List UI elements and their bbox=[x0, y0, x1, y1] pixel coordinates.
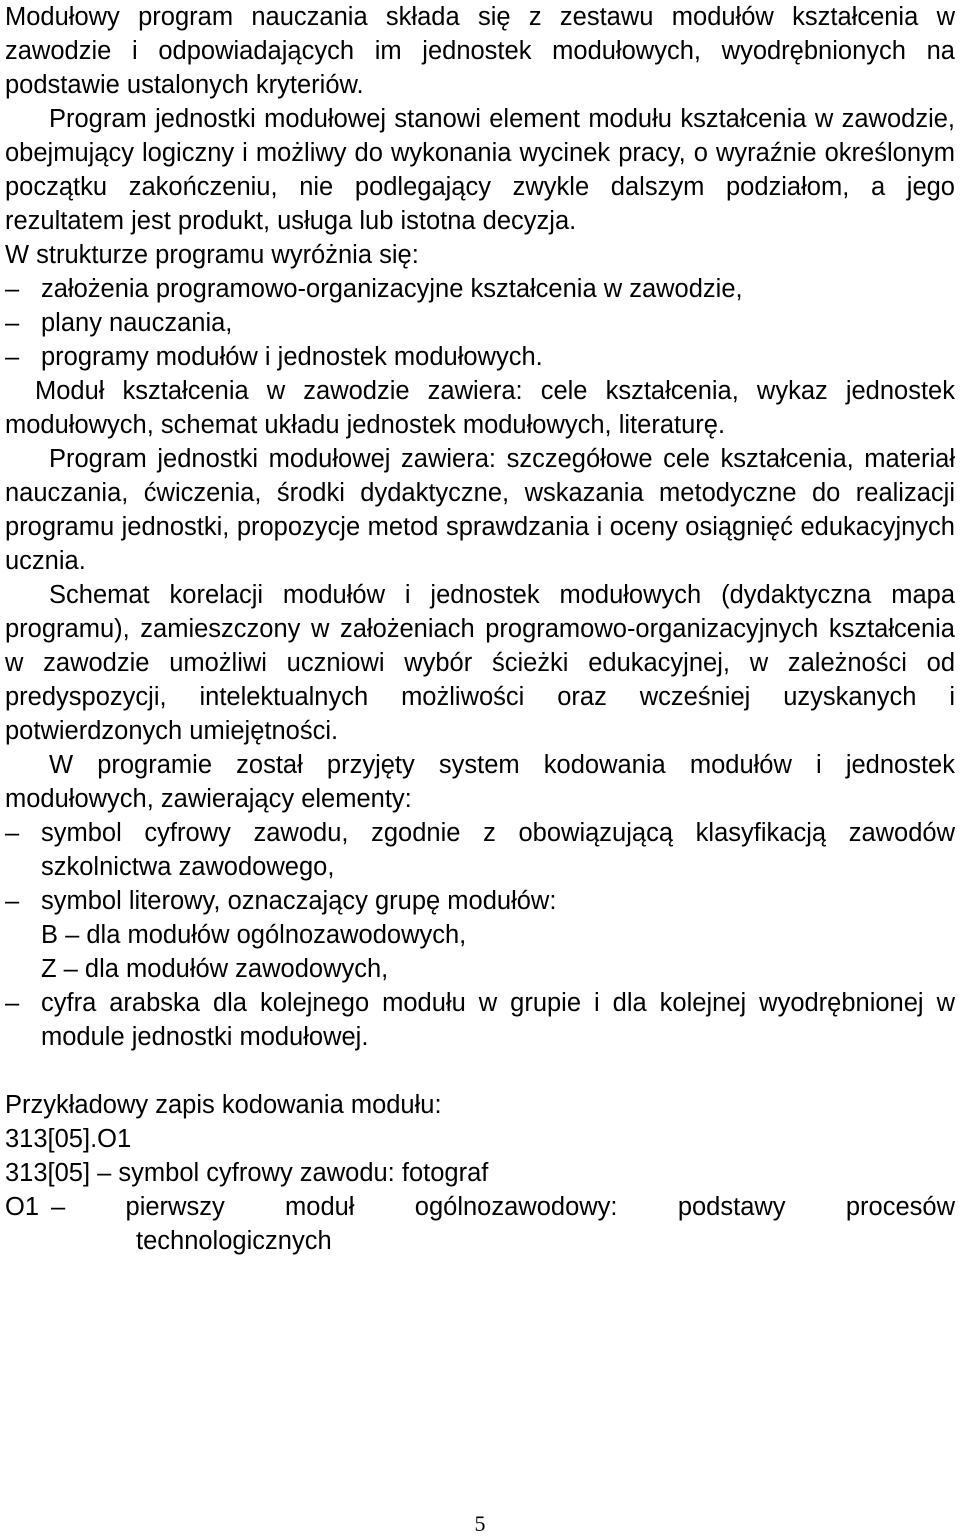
example-module-text-continuation: technologicznych bbox=[136, 1227, 332, 1255]
coding-list-item: – symbol cyfrowy zawodu, zgodnie z obowiązującą klasyfikacją zawodów szkolnictwa zawodowego, bbox=[0, 816, 960, 884]
paragraph-unit-program: Program jednostki modułowej stanowi element modułu kształcenia w zawodzie, obejmujący logiczny i możliwy do wykonania wycinek pracy, o wyraźnie określonym początku zakończeniu, nie podlegający zwykle dalszym podziałom, a jego rezultatem jest produkt, usługa lub istotna decyzja. bbox=[5, 105, 955, 235]
dash-marker: – bbox=[5, 275, 20, 303]
dash-marker: – bbox=[5, 887, 20, 915]
coding-sub-item: B – dla modułów ogólnozawodowych, bbox=[41, 921, 467, 949]
coding-list-item: – cyfra arabska dla kolejnego modułu w grupie i dla kolejnej wyodrębnionej w module jednostki modułowej. bbox=[0, 986, 960, 1054]
example-line-zawod: 313[05] – symbol cyfrowy zawodu: fotograf bbox=[5, 1159, 489, 1187]
paragraph-coding-system: W programie został przyjęty system kodowania modułów i jednostek modułowych, zawierający elementy: bbox=[5, 751, 955, 813]
paragraph-intro: Modułowy program nauczania składa się z zestawu modułów kształcenia w zawodzie i odpowiadających im jednostek modułowych, wyodrębnionych na podstawie ustalonych kryteriów. bbox=[5, 3, 955, 99]
example-module-label: O1 bbox=[5, 1193, 40, 1221]
dash-marker: – bbox=[5, 343, 20, 371]
coding-list-item: – symbol literowy, oznaczający grupę modułów: bbox=[0, 884, 960, 918]
spacer bbox=[0, 1054, 960, 1088]
example-module-text: – pierwszy moduł ogólnozawodowy: podstawy procesów bbox=[51, 1193, 955, 1221]
paragraph-correlation-scheme: Schemat korelacji modułów i jednostek modułowych (dydaktyczna mapa programu), zamieszczony w założeniach programowo-organizacyjnych kształcenia w zawodzie umożliwi uczniowi wybór ścieżki edukacyjnej, w zależności od predyspozycji, intelektualnych możliwości oraz wcześniej uzyskanych i potwierdzonych umiejętności. bbox=[5, 581, 955, 745]
dash-marker: – bbox=[5, 819, 20, 847]
paragraph-structure-heading: W strukturze programu wyróżnia się: bbox=[5, 241, 419, 269]
dash-marker: – bbox=[5, 989, 20, 1017]
example-line-module bbox=[0, 1190, 960, 1224]
example-code: 313[05].O1 bbox=[5, 1125, 132, 1153]
structure-list-item: – założenia programowo-organizacyjne kształcenia w zawodzie, bbox=[0, 272, 960, 306]
dash-marker: – bbox=[5, 309, 20, 337]
page-number: 5 bbox=[474, 1511, 486, 1536]
coding-sub-item: Z – dla modułów zawodowych, bbox=[41, 955, 389, 983]
paragraph-module-contents: Moduł kształcenia w zawodzie zawiera: cele kształcenia, wykaz jednostek modułowych, schemat układu jednostek modułowych, literaturę. bbox=[5, 377, 955, 439]
paragraph-unit-contents: Program jednostki modułowej zawiera: szczegółowe cele kształcenia, materiał nauczania, ćwiczenia, środki dydaktyczne, wskazania metodyczne do realizacji programu jednostki, propozycje metod sprawdzania i oceny osiągnięć edukacyjnych ucznia. bbox=[5, 445, 955, 575]
example-heading: Przykładowy zapis kodowania modułu: bbox=[5, 1091, 442, 1119]
structure-list-item: – plany nauczania, bbox=[0, 306, 960, 340]
structure-list-item: – programy modułów i jednostek modułowych. bbox=[0, 340, 960, 374]
